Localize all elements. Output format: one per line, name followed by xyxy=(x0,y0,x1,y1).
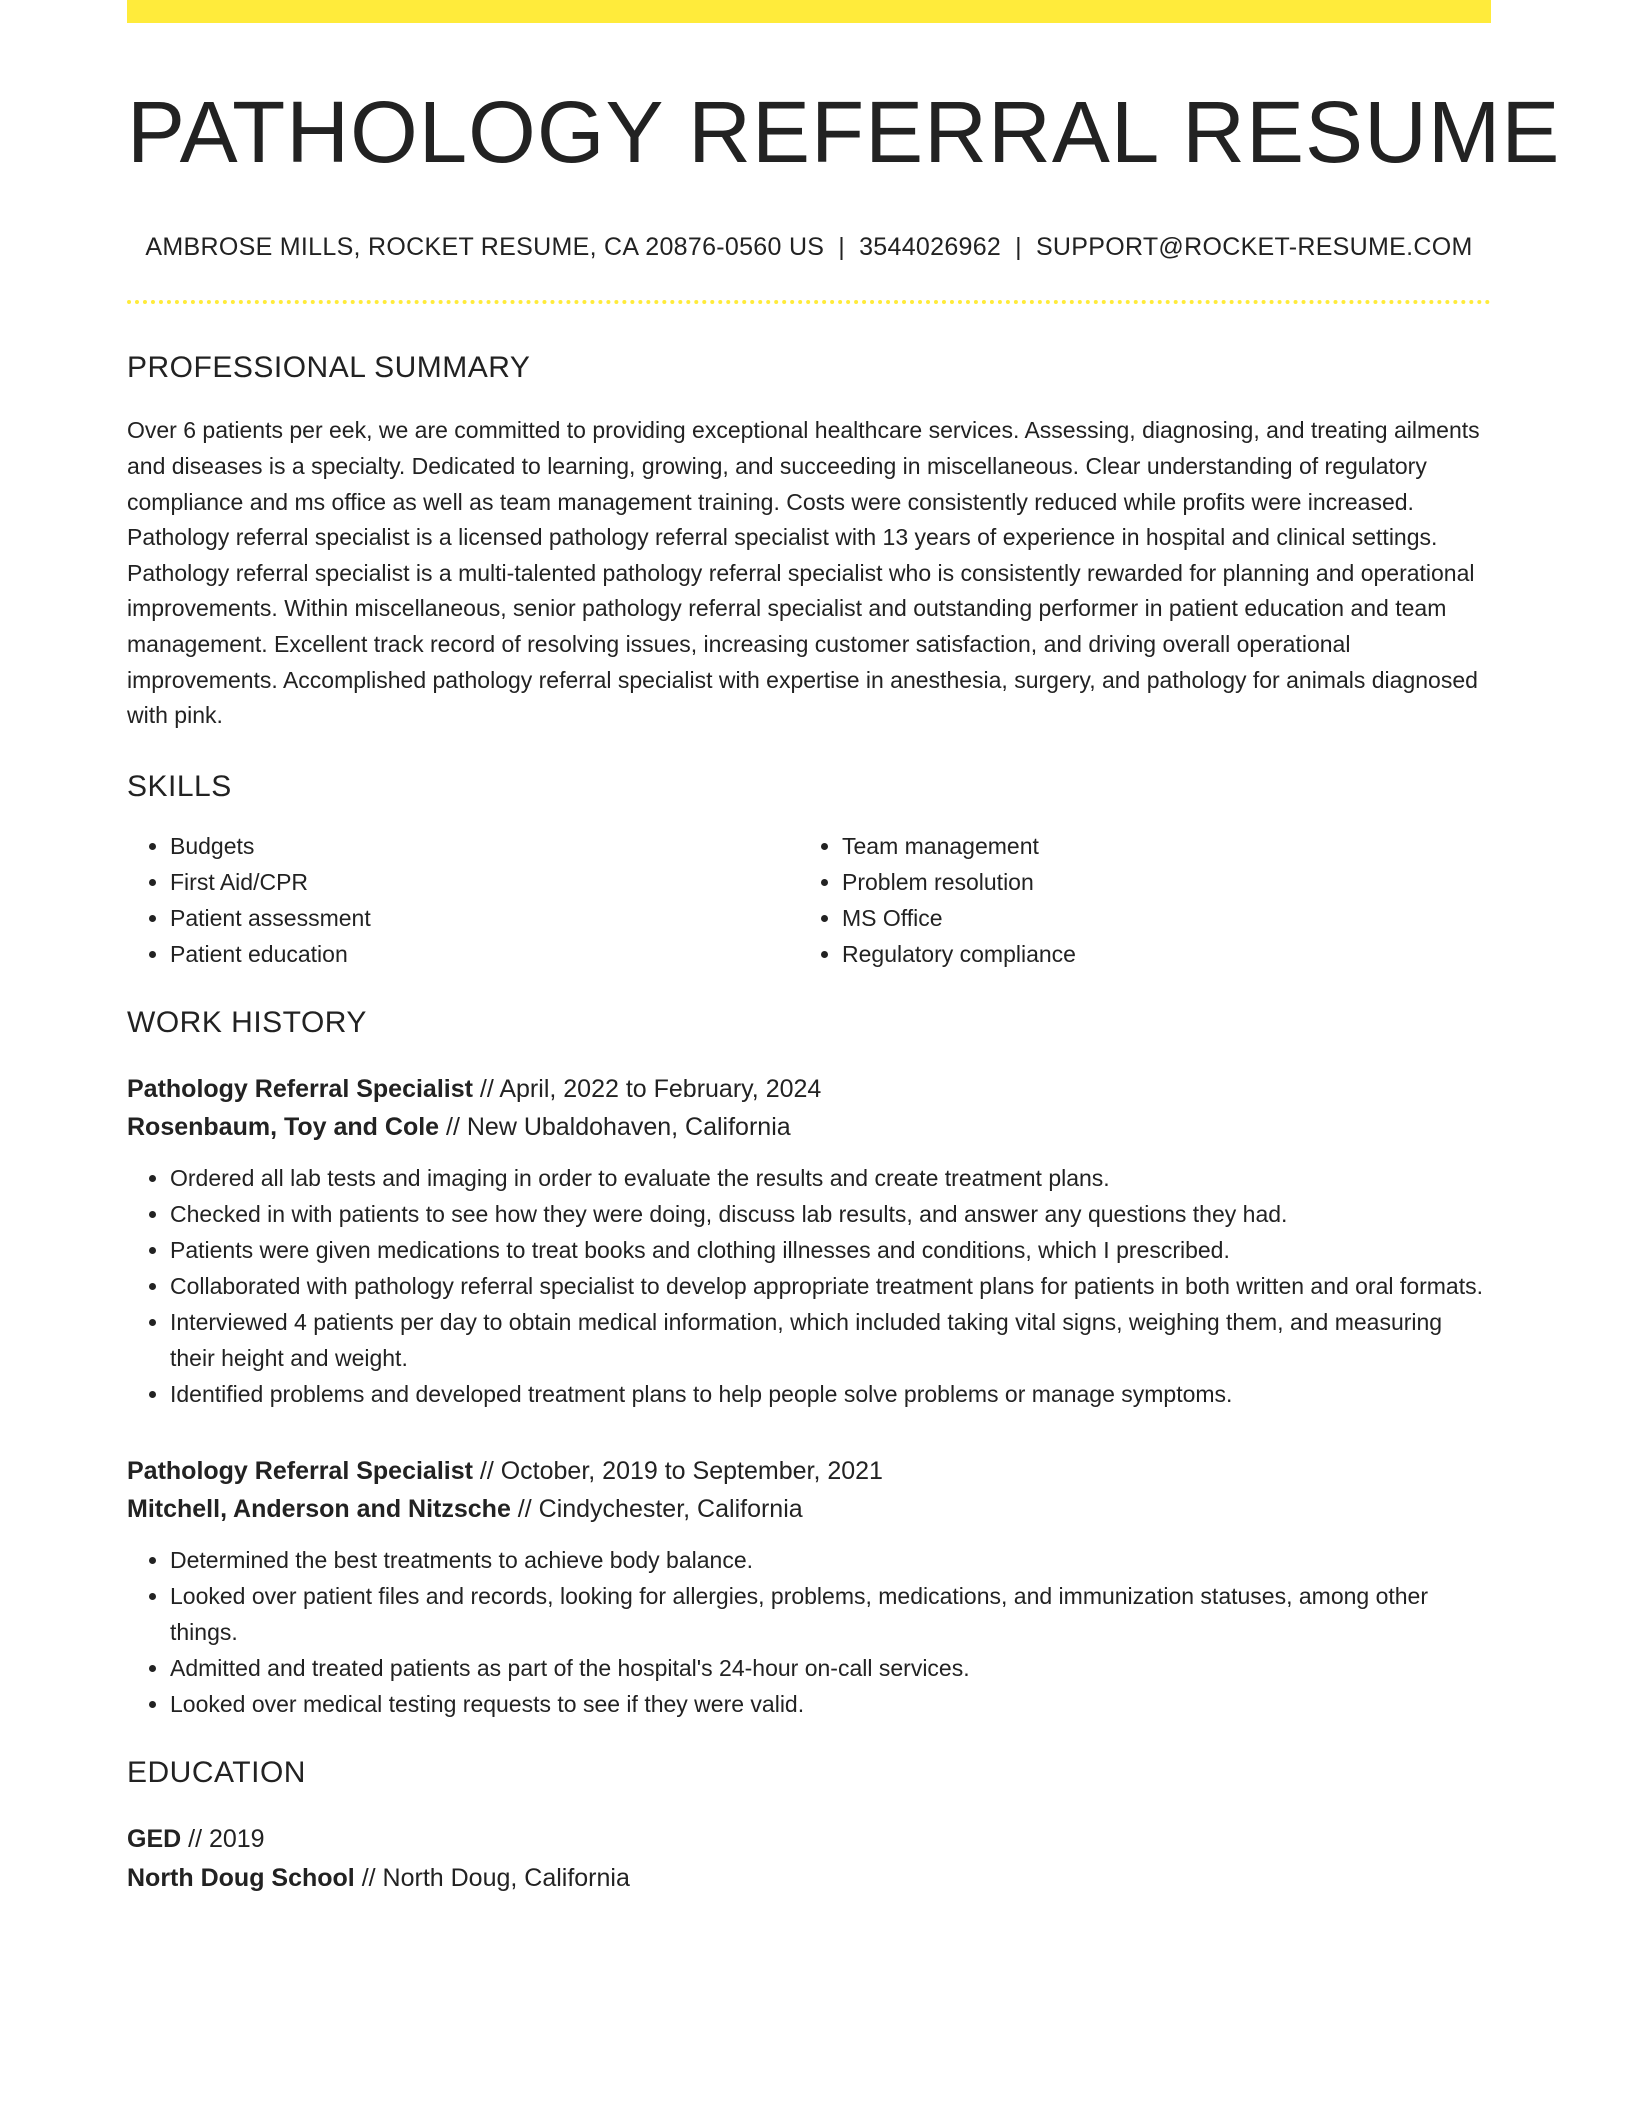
skill-item: • Regulatory compliance xyxy=(842,936,1471,972)
education-school-line xyxy=(127,1859,1491,1898)
skill-item: • Budgets xyxy=(170,828,799,864)
job-duty: • Checked in with patients to see how they were doing, discuss lab results, and answer any questions they had. xyxy=(170,1196,1491,1232)
job-duty: • Identified problems and developed treatment plans to help people solve problems or manage symptoms. xyxy=(170,1376,1491,1412)
job-duty: • Patients were given medications to treat books and clothing illnesses and conditions, which I prescribed. xyxy=(170,1232,1491,1268)
skills-column-right xyxy=(799,828,1471,972)
contact-email: SUPPORT@ROCKET-RESUME.COM xyxy=(1035,233,1473,262)
job-role: Pathology Referral Specialist xyxy=(127,1074,473,1103)
skill-item: • Patient assessment xyxy=(170,900,799,936)
education-year: // 2019 xyxy=(181,1824,265,1853)
job-duty: • Ordered all lab tests and imaging in order to evaluate the results and create treatment plans. xyxy=(170,1160,1491,1196)
education-school: North Doug School xyxy=(127,1863,355,1892)
job-company: Rosenbaum, Toy and Cole xyxy=(127,1112,440,1141)
job-duty: • Admitted and treated patients as part of the hospital's 24-hour on-call services. xyxy=(170,1650,1491,1686)
job-company-line xyxy=(127,1108,1491,1146)
skill-item: • Patient education xyxy=(170,936,799,972)
job-duty: • Collaborated with pathology referral specialist to develop appropriate treatment plans for patients in both written and oral formats. xyxy=(170,1268,1491,1304)
education-location: // North Doug, California xyxy=(354,1863,630,1892)
job-duty: • Determined the best treatments to achieve body balance. xyxy=(170,1542,1491,1578)
education-heading: EDUCATION xyxy=(127,1755,306,1789)
education-degree-line xyxy=(127,1820,1491,1859)
contact-separator: | xyxy=(1015,233,1022,262)
summary-paragraph: Over 6 patients per eek, we are committed to providing exceptional healthcare services. Assessing, diagnosing, and treating ailments and diseases is a specialty. Dedicated to learning, growing, and succeeding in miscellaneous. Clear understanding of regulatory compliance and ms office as well as team management training. Costs were consistently reduced while profits were increased. Pathology referral specialist is a licensed pathology referral specialist with 13 years of experience in hospital and clinical settings. Pathology referral specialist is a multi-talented pathology referral specialist who is consistently rewarded for planning and operational improvements. Within miscellaneous, senior pathology referral specialist and outstanding performer in patient education and team management. Excellent track record of resolving issues, increasing customer satisfaction, and driving overall operational improvements. Accomplished pathology referral specialist with expertise in anesthesia, surgery, and pathology for animals diagnosed with pink. xyxy=(127,417,1480,729)
education-degree: GED xyxy=(127,1824,182,1853)
skill-item: • First Aid/CPR xyxy=(170,864,799,900)
job-dates: // April, 2022 to February, 2024 xyxy=(472,1074,822,1103)
skill-item: • MS Office xyxy=(842,900,1471,936)
summary-heading: PROFESSIONAL SUMMARY xyxy=(127,351,531,385)
job-title-line xyxy=(127,1070,1491,1108)
job-entry xyxy=(127,1070,1491,1412)
resume-title: PATHOLOGY REFERRAL RESUME xyxy=(127,84,1561,181)
job-duty: • Interviewed 4 patients per day to obtain medical information, which included taking vital signs, weighing them, and measuring their height and weight. xyxy=(170,1304,1491,1376)
skill-item: • Team management xyxy=(842,828,1471,864)
job-location: // New Ubaldohaven, California xyxy=(439,1112,791,1141)
job-entry xyxy=(127,1452,1491,1722)
work-history-heading: WORK HISTORY xyxy=(127,1005,367,1039)
top-accent-bar xyxy=(127,0,1491,23)
contact-address: AMBROSE MILLS, ROCKET RESUME, CA 20876-0560 US xyxy=(145,233,825,262)
job-duties-list xyxy=(127,1542,1491,1722)
contact-phone: 3544026962 xyxy=(859,233,1002,262)
job-company-line xyxy=(127,1490,1491,1528)
skills-grid xyxy=(127,828,1491,972)
job-duties-list xyxy=(127,1160,1491,1412)
skill-item: • Problem resolution xyxy=(842,864,1471,900)
job-duty: • Looked over medical testing requests to see if they were valid. xyxy=(170,1686,1491,1722)
contact-separator: | xyxy=(838,233,846,262)
resume-page xyxy=(127,0,1561,1898)
job-title-line xyxy=(127,1452,1491,1490)
education-entry xyxy=(127,1820,1491,1898)
skills-column-left xyxy=(127,828,799,972)
skills-heading: SKILLS xyxy=(127,769,232,803)
job-company: Mitchell, Anderson and Nitzsche xyxy=(127,1494,511,1523)
contact-line xyxy=(127,233,1491,262)
job-dates: // October, 2019 to September, 2021 xyxy=(472,1456,883,1485)
dotted-divider xyxy=(127,300,1491,304)
job-duty: • Looked over patient files and records, looking for allergies, problems, medications, and immunization statuses, among other things. xyxy=(170,1578,1491,1650)
job-role: Pathology Referral Specialist xyxy=(127,1456,473,1485)
job-location: // Cindychester, California xyxy=(510,1494,803,1523)
